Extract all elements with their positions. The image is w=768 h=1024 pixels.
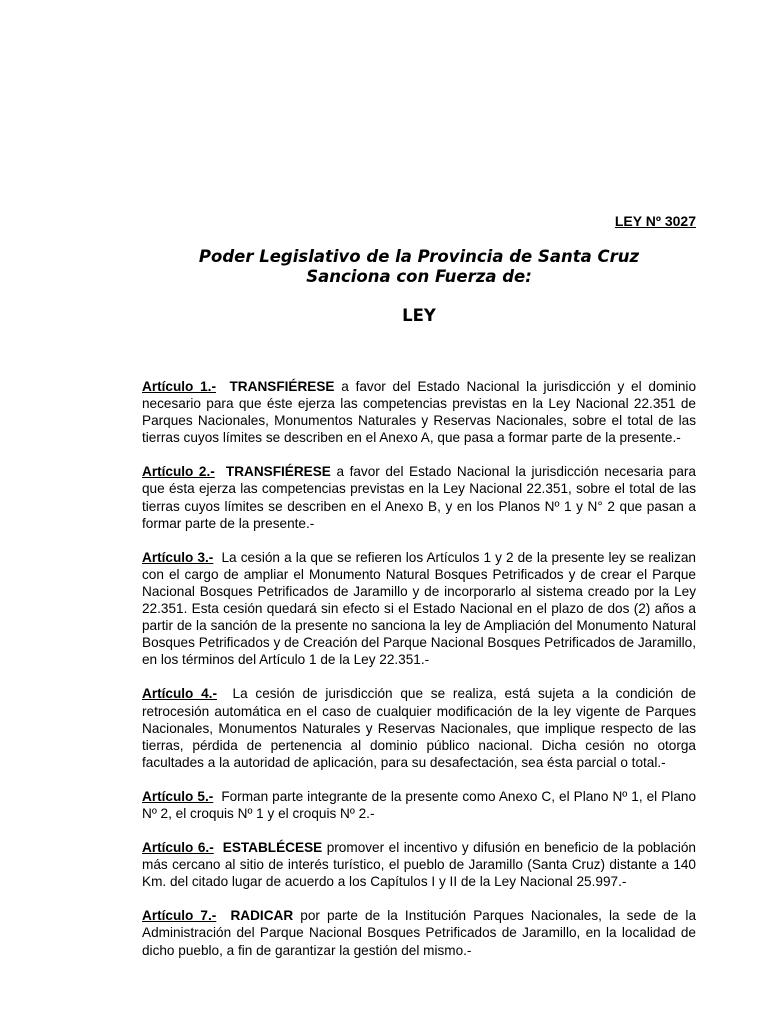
article: [142, 685, 696, 770]
header-legislature: Poder Legislativo de la Provincia de Santa Cruz: [198, 247, 640, 266]
header-sanction: Sanciona con Fuerza de:: [306, 267, 532, 286]
article-text: Forman parte integrante de la presente como Anexo C, el Plano Nº 1, el Plano Nº 2, el croquis Nº 1 y el croquis Nº 2.-: [142, 788, 697, 821]
header-ley: LEY: [402, 306, 436, 325]
article: [142, 463, 696, 531]
article-label: Artículo 3.-: [142, 549, 214, 565]
article-label: Artículo 1.-: [142, 379, 216, 394]
article-text: a favor del Estado Nacional la jurisdicción y el dominio necesario para que éste ejerza las competencias previstas en la Ley Nacional 22.351 de Parques Nacionales, Monumentos Naturales y Reservas Nacionales, sobre el total de las tierras cuyos límites se describen en el Anexo A, que pasa a formar parte de la presente.-: [142, 379, 697, 446]
article-keyword: ESTABLÉCESE: [222, 840, 323, 856]
article-keyword: TRANSFIÉRESE: [225, 464, 331, 480]
article-text: por parte de la Institución Parques Nacionales, la sede de la Administración del Parque Nacional Bosques Petrificados de Jaramillo, en la localidad de dicho pueblo, a fin de garantizar la gestión del mismo.-: [142, 908, 697, 958]
law-number: LEY Nº 3027: [614, 213, 696, 229]
article-label: Artículo 4.-: [142, 686, 217, 702]
articles-list: [142, 378, 696, 976]
article-keyword: TRANSFIÉRESE: [229, 379, 335, 394]
article: [142, 788, 696, 822]
article-label: Artículo 7.-: [142, 908, 217, 924]
article: [142, 549, 696, 669]
article-text: La cesión de jurisdicción que se realiza, está sujeta a la condición de retrocesión automática en el caso de cualquier modificación de la ley vigente de Parques Nacionales, Monumentos Naturales y Reservas Nacionales, que implique respecto de las tierras, pérdida de pertenencia al dominio público nacional. Dicha cesión no otorga facultades a la autoridad de aplicación, para su desafectación, sea ésta parcial o total.-: [142, 686, 696, 770]
article-text: La cesión a la que se refieren los Artículos 1 y 2 de la presente ley se realizan con el cargo de ampliar el Monumento Natural Bosques Petrificados y de crear el Parque Nacional Bosques Petrificados de Jaramillo y de incorporarlo al sistema creado por la Ley 22.351. Esta cesión quedará sin efecto si el Estado Nacional en el plazo de dos (2) años a partir de la sanción de la presente no sanciona la ley de Ampliación del Monumento Natural Bosques Petrificados y de Creación del Parque Nacional Bosques Petrificados de Jaramillo, en los términos del Artículo 1 de la Ley 22.351.-: [142, 549, 696, 668]
article-keyword: RADICAR: [230, 908, 294, 924]
article-text: a favor del Estado Nacional la jurisdicción necesaria para que ésta ejerza las competencias previstas en la Ley Nacional 22.351, sobre el total de las tierras cuyos límites se describen en el Anexo B, y en los Planos Nº 1 y N° 2 que pasan a formar parte de la presente.-: [142, 464, 696, 531]
article: [142, 378, 696, 446]
article-label: Artículo 6.-: [142, 840, 214, 856]
article-label: Artículo 5.-: [142, 788, 214, 804]
article: [142, 907, 696, 958]
document-header: [142, 247, 696, 326]
article-text: promover el incentivo y difusión en beneficio de la población más cercano al sitio de interés turístico, el pueblo de Jaramillo (Santa Cruz) distante a 140 Km. del citado lugar de acuerdo a los Capítulos I y II de la Ley Nacional 25.997.-: [142, 840, 696, 890]
article-label: Artículo 2.-: [142, 464, 215, 480]
article: [142, 839, 696, 890]
